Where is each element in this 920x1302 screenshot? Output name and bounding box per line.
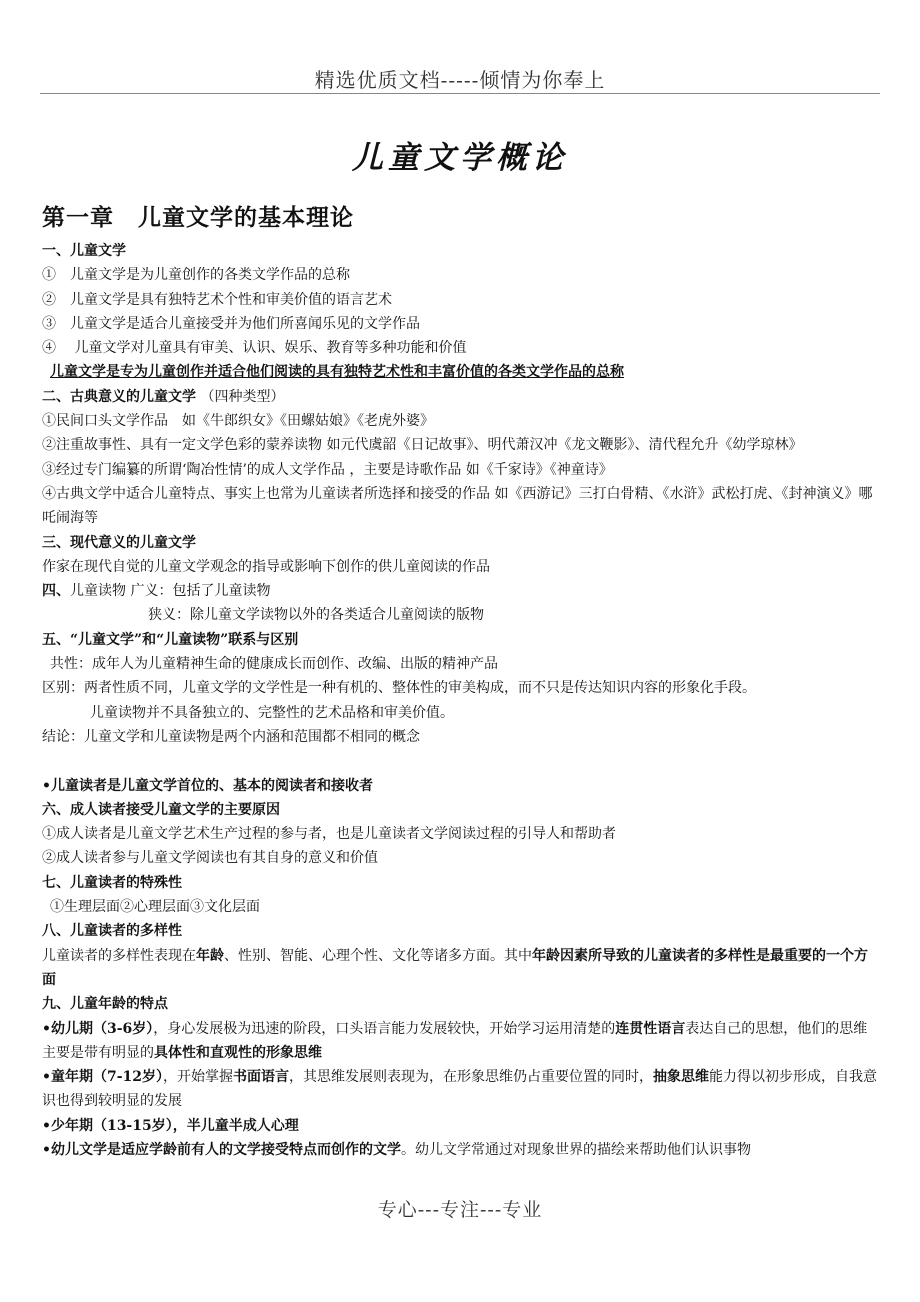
s2-para-4: ④古典文学中适合儿童特点、事实上也常为儿童读者所选择和接受的作品 如《西游记》三打白骨精、《水浒》武松打虎、《封神演义》哪吒闹海等 [42,485,873,527]
section-1-heading: 一、儿童文学 [42,243,126,259]
s9-lit-text: 。幼儿文学常通过对现象世界的描绘来帮助他们认识事物 [400,1141,751,1158]
s7-para: ①生理层面②心理层面③文化层面 [50,899,260,916]
s5-difference: 区别：两者性质不同，儿童文学的文学性是一种有机的、整体性的审美构成，而不只是传达知识内容的形象化手段。 [42,680,756,697]
s9-childhood-text-2: ，其思维发展则表现为，在形象思维仍占重要位置的同时， [288,1069,653,1086]
section-9-heading: 九、儿童年龄的特点 [42,996,168,1013]
page-header: 精选优质文档-----倾情为你奉上 [314,68,606,92]
page-footer: 专心---专注---专业 [377,1199,543,1221]
document-body [42,239,878,1162]
s9-infancy-bold-2: 具体性和直观性的形象思维 [154,1044,322,1061]
s9-childhood-text-3: 能力得以初步形成，自我意识也得到较明显的发展 [42,1069,877,1110]
s8-para [42,944,878,993]
s8-text-d: 年龄因素所导致的儿童读者的多样性是最重要的一个方面 [42,947,868,988]
s5-difference-cont: 儿童读物并不具备独立的、完整性的艺术品格和审美价值。 [90,704,454,721]
section-6-heading: 六、成人读者接受儿童文学的主要原因 [42,801,280,818]
s4-broad: 儿童读物 广义：包括了儿童读物 [70,583,271,600]
s1-item-3: ③ 儿童文学是适合儿童接受并为他们所喜闻乐见的文学作品 [42,315,420,332]
s1-item-4: ④ 儿童文学对儿童具有审美、认识、娱乐、教育等多种功能和价值 [42,340,467,357]
s2-note: （四种类型） [200,388,285,405]
section-7-heading: 七、儿童读者的特殊性 [42,874,182,891]
s2-para-1: ①民间口头文学作品 如《牛郎织女》《田螺姑娘》《老虎外婆》 [42,413,434,430]
s8-text-a: 儿童读者的多样性表现在 [42,947,196,964]
s5-commonality: 共性：成年人为儿童精神生命的健康成长而创作、改编、出版的精神产品 [50,656,498,673]
s9-childhood-text-1: ，开始掌握 [162,1069,233,1086]
s9-lit-bold: •幼儿文学是适应学龄前有人的文学接受特点而创作的文学 [42,1141,401,1158]
s9-infancy [42,1017,878,1066]
s9-infancy-text-1: ，身心发展极为迅速的阶段，口头语言能力发展较快，开始学习运用清楚的 [153,1020,616,1037]
section-5-heading: 五、“儿童文学”和“儿童读物”联系与区别 [42,631,299,648]
section-2-heading: 二、古典意义的儿童文学 [42,388,196,405]
s9-infancy-label: •幼儿期（3-6岁） [42,1020,154,1037]
s1-definition: 儿童文学是专为儿童创作并适合他们阅读的具有独特艺术性和丰富价值的各类文学作品的总称 [50,364,624,381]
section-4-heading: 四、 [42,583,70,600]
s1-item-2: ② 儿童文学是具有独特艺术个性和审美价值的语言艺术 [42,291,392,308]
s9-childhood-label: •童年期（7-12岁） [42,1069,163,1086]
s2-para-3: ③经过专门编纂的所谓‘陶冶性情’的成人文学作品 ，主要是诗歌作品 如《千家诗》《神童诗》 [42,461,613,478]
chapter-heading: 第一章 儿童文学的基本理论 [42,204,354,231]
section-3-heading: 三、现代意义的儿童文学 [42,534,196,551]
s9-childhood [42,1065,878,1114]
s4-narrow: 狭义：除儿童文学读物以外的各类适合儿童阅读的版物 [148,607,484,624]
blank-line [42,749,878,773]
s6-para-1: ①成人读者是儿童文学艺术生产过程的参与者，也是儿童读者文学阅读过程的引导人和帮助者 [42,826,616,843]
s3-para: 作家在现代自觉的儿童文学观念的指导或影响下创作的供儿童阅读的作品 [42,558,490,575]
s9-infancy-text-2: 表达自己的思想，他们的思维主要是带有明显的 [42,1020,868,1061]
s9-childhood-bold-2: 抽象思维 [652,1069,709,1086]
s8-text-c: 、性别、智能、心理个性、文化等诸多方面。其中 [224,947,532,964]
s9-infancy-bold-1: 连贯性语言 [615,1020,686,1037]
s9-adolescence: •少年期（13-15岁），半儿童半成人心理 [42,1117,299,1134]
s1-item-1: ① 儿童文学是为儿童创作的各类文学作品的总称 [42,267,350,284]
s9-early-childhood-lit [42,1138,878,1162]
bullet-reader: •儿童读者是儿童文学首位的、基本的阅读者和接收者 [42,777,373,794]
s6-para-2: ②成人读者参与儿童文学阅读也有其自身的意义和价值 [42,850,378,867]
s2-para-2: ②注重故事性、具有一定文学色彩的蒙养读物 如元代虞韶《日记故事》、明代萧汉冲《龙文鞭影》、清代程允升《幼学琼林》 [42,437,803,454]
s8-text-b: 年龄 [196,947,224,964]
s5-conclusion: 结论：儿童文学和儿童读物是两个内涵和范围都不相同的概念 [42,728,420,745]
section-8-heading: 八、儿童读者的多样性 [42,923,182,940]
document-title: 儿童文学概论 [352,140,568,176]
header-divider [40,93,880,94]
s9-childhood-bold-1: 书面语言 [232,1069,289,1086]
